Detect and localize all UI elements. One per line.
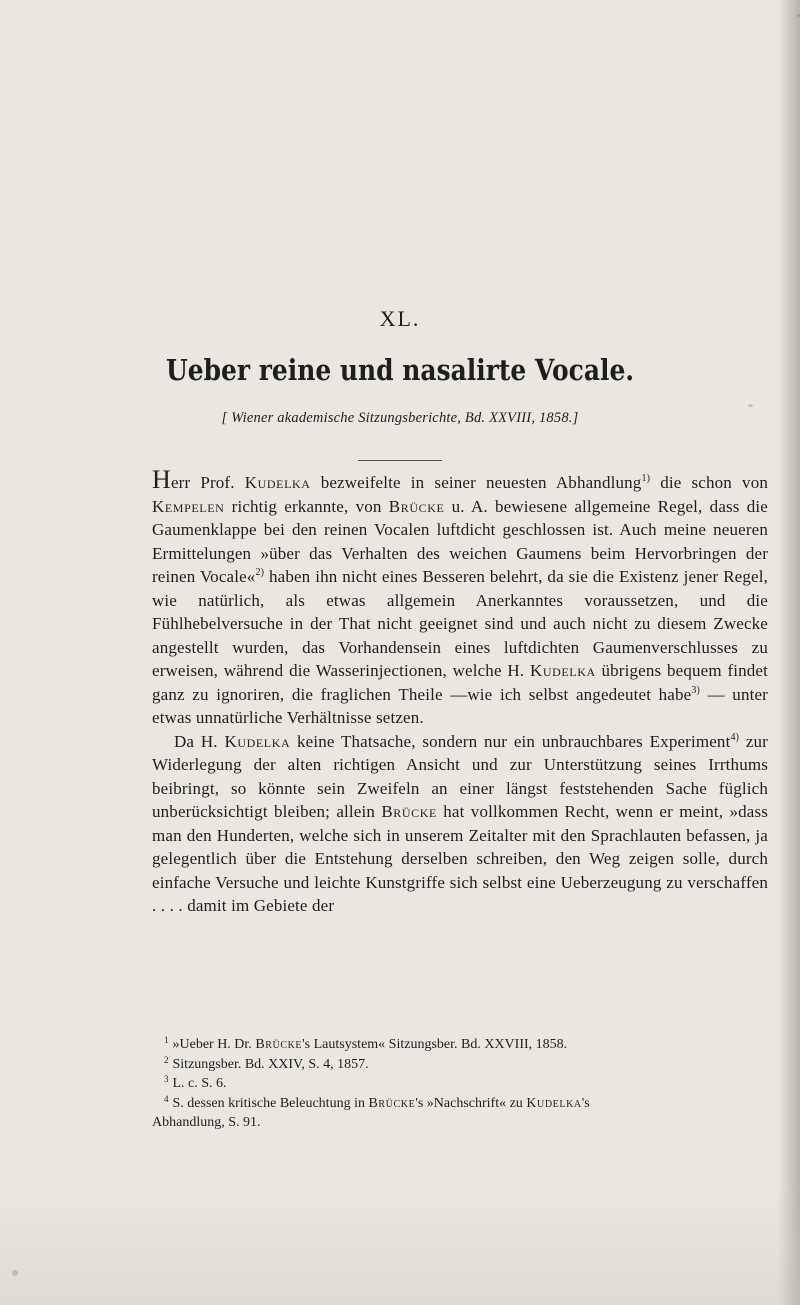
footnote-ref: 3) [691,684,700,696]
footnote-text: 's [581,1095,590,1111]
text-run: Da H. [174,731,225,751]
paper-stain [748,404,753,407]
author-name: Brücke [388,496,445,516]
footnote-number: 1 [164,1035,169,1045]
footnote-1 [152,1035,768,1055]
page-title: Ueber reine und nasalirte Vocale. [165,353,635,387]
text-run: zur Widerlegung der alten richtigen Ansicht und zur Unterstützung seines Irrthums beibringt, so könnte sein Zweifeln an einer längst feststehenden Sache füglich unberücksichtigt bleiben; allein [152,731,768,821]
footnote-2 [152,1055,768,1075]
footnote-text: »Ueber H. Dr. [172,1037,256,1052]
footnote-ref: 1) [641,473,651,484]
text-run: die schon von [650,473,768,492]
footnote-number: 4 [164,1093,169,1104]
body-text [152,465,768,918]
footnote-ref: 2) [255,567,265,578]
author-name: Kudelka [529,661,596,680]
footnote-text: L. c. S. 6. [172,1076,227,1091]
text-run: u. A. bewiesene allgemeine Regel, dass die Gaumenklappe bei den reinen Vocalen luftdicht geschlossen ist. Auch meine neueren Ermittelungen »über das Verhalten des weichen Gaumens beim Hervorbringen der reinen Vocale« [152,496,768,586]
footnote-ref: 4) [730,731,740,743]
footnote-number: 2 [164,1054,169,1065]
text-run: err Prof. [170,473,245,492]
text-run: haben ihn nicht eines Besseren belehrt, da sie die Existenz jener Regel, wie natürlich, als etwas allgemein Anerkanntes voraussetzen, und die Fühlhebelversuche in der That nicht geeignet sind und auch nicht zu diesem Zwecke angestellt wurden, das Vorhandensein eines luftdichten Gaumenverschlusses zu erweisen, während die Wasserinjectionen, welche H. [152,567,768,680]
paragraph-2 [152,730,768,918]
paragraph-1 [152,465,768,730]
author-name: Kudelka [244,473,311,492]
text-run: übrigens bequem findet ganz zu ignoriren, die fraglichen Theile —wie ich selbst angedeutet habe [152,661,768,704]
text-run: richtig erkannte, von [224,496,389,516]
footnote-text: S. dessen kritische Beleuchtung in [172,1095,369,1111]
text-run: keine Thatsache, sondern nur ein unbrauchbares Experiment [290,731,731,751]
author-name: Brücke [255,1037,303,1052]
text-run: hat vollkommen Recht, wenn er meint, »dass man den Hunderten, welche sich in unserem Zeitalter mit den Sprachlauten befassen, ja gelegentlich über die Entstehung derselben schreiben, den Weg zeigen solle, durch einfache Versuche und leichte Kunstgriffe sich selbst eine Ueberzeugung zu verschaffen . . . . damit im Gebiete der [152,802,768,915]
author-name: Brücke [368,1095,416,1111]
text-run: bezweifelte in seiner neuesten Abhandlung [310,473,642,492]
footnote-3 [152,1074,768,1094]
paper-stain [12,1270,18,1276]
author-name: Kudelka [224,731,291,751]
page-edge-shadow [778,0,800,1305]
author-name: Kudelka [526,1095,582,1111]
footnote-number: 3 [164,1074,169,1084]
title-divider [358,460,442,461]
author-name: Brücke [381,802,437,821]
text-run: — unter etwas unnatürliche Verhältnisse setzen. [152,684,768,727]
footnote-text: 's »Nachschrift« zu [415,1095,527,1111]
author-name: Kempelen [152,496,225,516]
drop-cap: H [152,465,171,494]
footnotes [152,1035,768,1133]
chapter-number: XL. [379,306,421,331]
footnote-text: Sitzungsber. Bd. XXIV, S. 4, 1857. [172,1056,369,1072]
page-bottom-shade [0,1185,800,1305]
footnote-4 [152,1094,768,1114]
footnote-4-continuation: Abhandlung, S. 91. [152,1115,261,1130]
source-citation: [ Wiener akademische Sitzungsberichte, Bd. XXVIII, 1858.] [221,410,579,426]
footnote-text: 's Lautsystem« Sitzungsber. Bd. XXVIII, 1858. [302,1037,568,1052]
